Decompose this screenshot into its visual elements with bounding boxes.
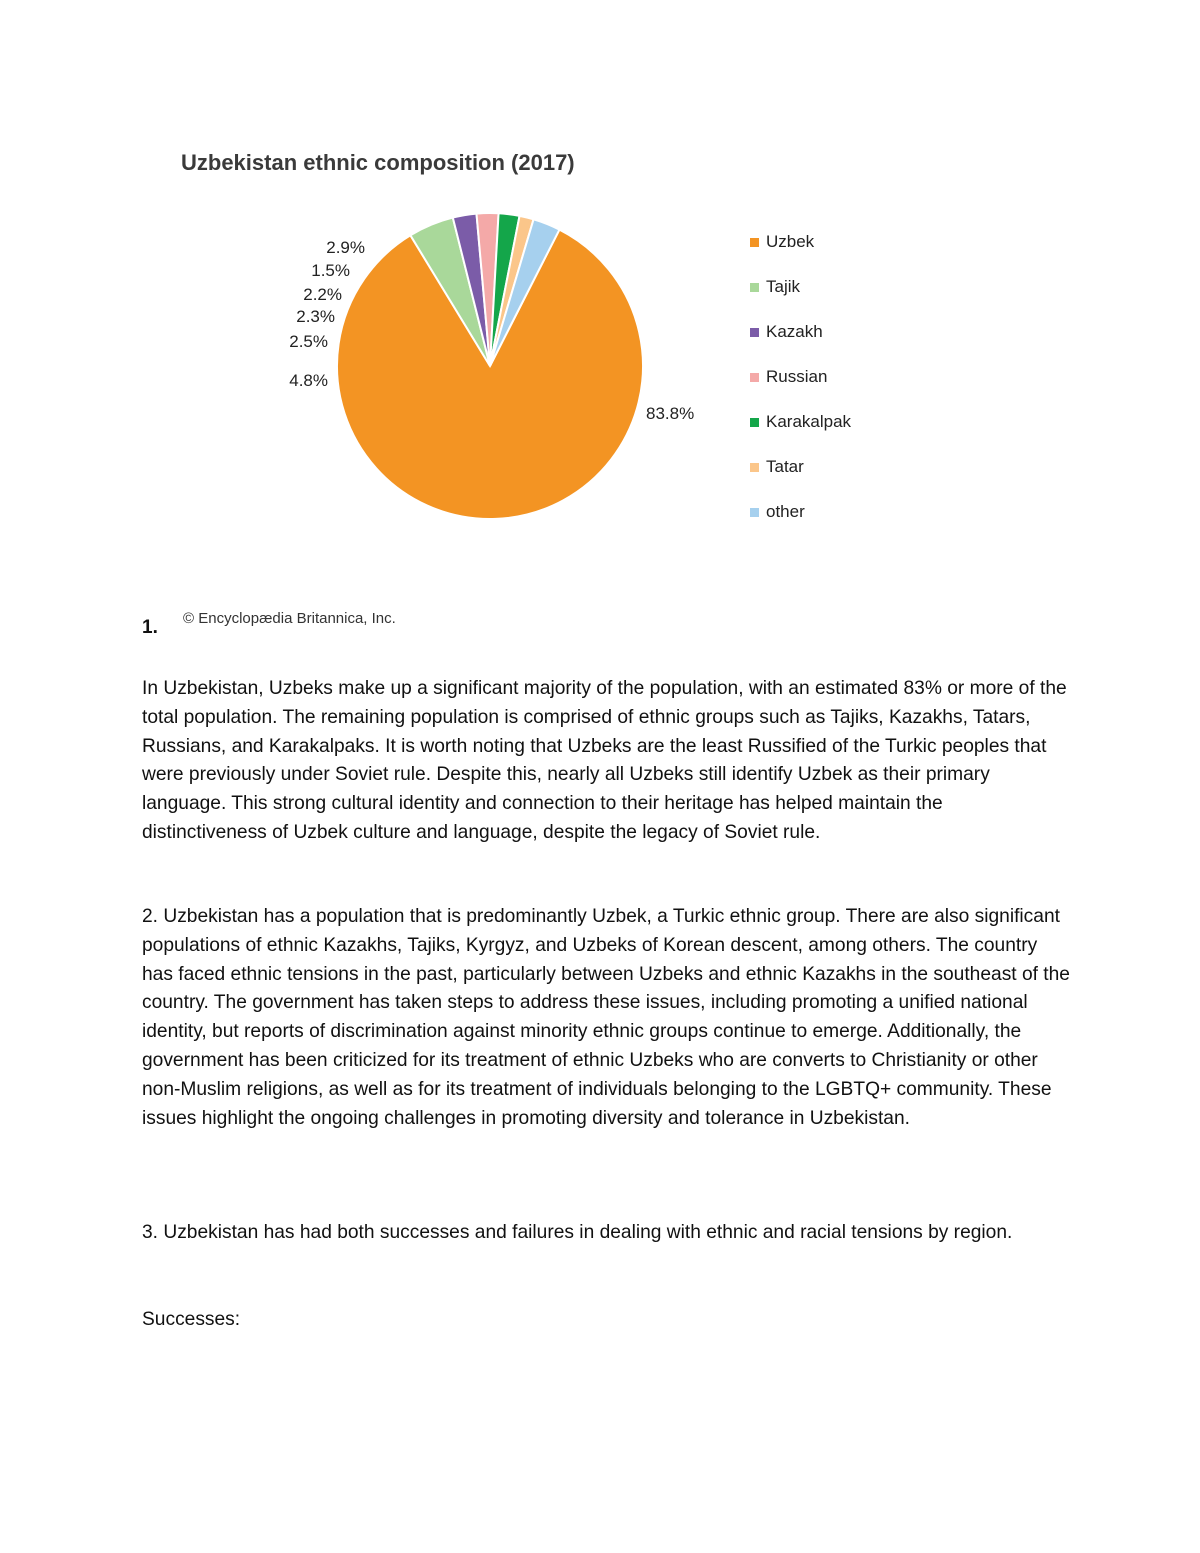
chart-legend	[750, 231, 950, 546]
paragraph-4: Successes:	[142, 1309, 241, 1330]
legend-label-karakalpak: Karakalpak	[766, 412, 852, 431]
legend-swatch-karakalpak	[750, 418, 759, 427]
legend-item-kazakh	[750, 321, 950, 366]
paragraph-1: In Uzbekistan, Uzbeks make up a significant majority of the population, with an estimated 83% or more of the total population. The remaining population is comprised of ethnic groups such as Tajiks, Kazakhs, Tatars, Russians, and Karakalpaks. It is worth noting that Uzbeks are the least Russified of the Turkic peoples that were previously under Soviet rule. Despite this, nearly all Uzbeks still identify Uzbek as their primary language. This strong cultural identity and connection to their heritage has helped maintain the distinctiveness of Uzbek culture and language, despite the legacy of Soviet rule.	[142, 678, 1067, 843]
chart-credit: © Encyclopædia Britannica, Inc.	[183, 610, 396, 627]
data-label-kazakh: 2.5%	[289, 332, 328, 351]
data-label-karakalpak: 2.2%	[303, 285, 342, 304]
data-label-tatar: 1.5%	[311, 261, 350, 280]
data-label-tajik: 4.8%	[289, 371, 328, 390]
paragraph-2: 2. Uzbekistan has a population that is predominantly Uzbek, a Turkic ethnic group. There are also significant populations of ethnic Kazakhs, Tajiks, Kyrgyz, and Uzbeks of Korean descent, among others. The country has faced ethnic tensions in the past, particularly between Uzbeks and ethnic Kazakhs in the southeast of the country. The government has taken steps to address these issues, including promoting a unified national identity, but reports of discrimination against minority ethnic groups continue to emerge. Additionally, the government has been criticized for its treatment of ethnic Uzbeks who are converts to Christianity or other non-Muslim religions, as well as for its treatment of individuals belonging to the LGBTQ+ community. These issues highlight the ongoing challenges in promoting diversity and tolerance in Uzbekistan.	[142, 906, 1070, 1129]
data-label-uzbek: 83.8%	[646, 404, 695, 423]
legend-swatch-other	[750, 508, 759, 517]
legend-item-karakalpak	[750, 411, 950, 456]
list-number-1: 1.	[142, 617, 158, 638]
data-label-other: 2.9%	[326, 238, 365, 257]
legend-label-uzbek: Uzbek	[766, 232, 815, 251]
legend-item-other	[750, 501, 950, 546]
legend-item-tatar	[750, 456, 950, 501]
legend-item-uzbek	[750, 231, 950, 276]
legend-swatch-tajik	[750, 283, 759, 292]
pie-chart	[250, 200, 730, 530]
data-label-russian: 2.3%	[296, 307, 335, 326]
legend-label-tajik: Tajik	[766, 277, 801, 296]
chart-title: Uzbekistan ethnic composition (2017)	[181, 150, 575, 175]
legend-label-other: other	[766, 502, 805, 521]
legend-label-tatar: Tatar	[766, 457, 804, 476]
legend-label-kazakh: Kazakh	[766, 322, 823, 341]
legend-swatch-tatar	[750, 463, 759, 472]
legend-swatch-uzbek	[750, 238, 759, 247]
legend-item-tajik	[750, 276, 950, 321]
legend-swatch-russian	[750, 373, 759, 382]
legend-item-russian	[750, 366, 950, 411]
legend-swatch-kazakh	[750, 328, 759, 337]
legend-label-russian: Russian	[766, 367, 828, 386]
paragraph-3: 3. Uzbekistan has had both successes and failures in dealing with ethnic and racial tensions by region.	[142, 1222, 1013, 1243]
